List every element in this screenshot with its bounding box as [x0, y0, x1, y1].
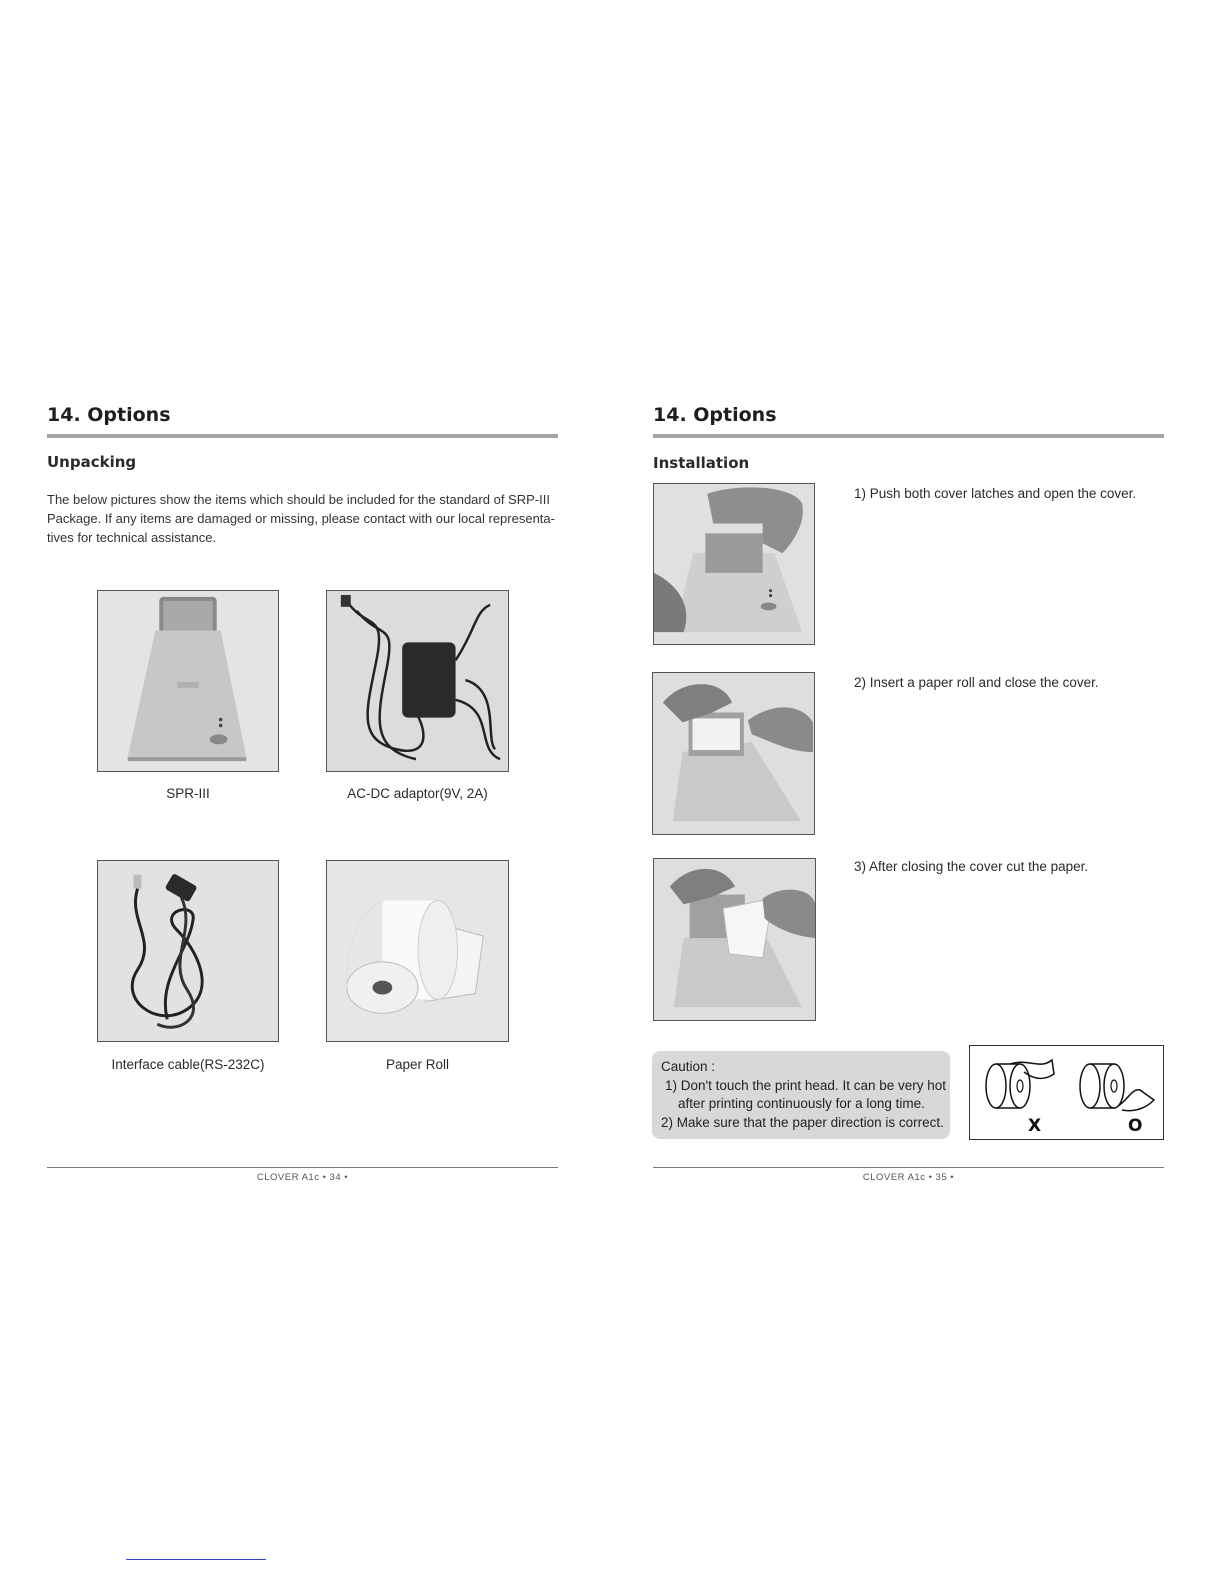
right-title-rule — [653, 434, 1164, 438]
insert-roll-photo — [652, 672, 815, 835]
caution-line-1: 1) Don't touch the print head. It can be very hot — [665, 1077, 946, 1093]
wrong-mark: X — [1028, 1116, 1042, 1136]
caution-line-3: 2) Make sure that the paper direction is correct. — [661, 1114, 944, 1130]
open-cover-photo — [653, 483, 815, 645]
item-label-paper-roll: Paper Roll — [385, 1057, 450, 1072]
cut-paper-photo — [653, 858, 816, 1021]
intro-line: Package. If any items are damaged or missing, please contact with our local representa- — [47, 511, 555, 526]
item-label-cable: Interface cable(RS-232C) — [111, 1057, 265, 1072]
unpacking-intro — [47, 490, 562, 547]
installation-heading: Installation — [653, 454, 750, 472]
left-footer-rule — [47, 1167, 558, 1168]
link-underline — [126, 1559, 266, 1560]
install-step-2: 2) Insert a paper roll and close the cover. — [854, 675, 1099, 690]
printer-photo — [97, 590, 279, 772]
caution-heading: Caution : — [661, 1059, 716, 1074]
item-label-adaptor: AC-DC adaptor(9V, 2A) — [347, 786, 488, 801]
caution-box — [652, 1051, 950, 1139]
adaptor-photo — [326, 590, 509, 772]
wrong-direction-roll-icon — [978, 1056, 1058, 1116]
install-step-1: 1) Push both cover latches and open the cover. — [854, 486, 1137, 501]
right-page-title: 14. Options — [653, 404, 777, 426]
install-step-3: 3) After closing the cover cut the paper. — [854, 859, 1089, 874]
left-page-title: 14. Options — [47, 404, 171, 426]
right-mark: O — [1128, 1116, 1143, 1136]
unpacking-heading: Unpacking — [47, 453, 137, 471]
paper-roll-photo — [326, 860, 509, 1042]
paper-direction-diagram — [969, 1045, 1164, 1140]
caution-line-2: after printing continuously for a long time. — [678, 1096, 925, 1111]
right-page-footer: CLOVER A1c • 35 • — [862, 1172, 955, 1183]
left-title-rule — [47, 434, 558, 438]
item-label-printer: SPR-III — [166, 786, 210, 801]
intro-line: The below pictures show the items which should be included for the standard of SRP-III — [47, 492, 550, 507]
right-footer-rule — [653, 1167, 1164, 1168]
left-page-footer: CLOVER A1c • 34 • — [256, 1172, 349, 1183]
correct-direction-roll-icon — [1072, 1056, 1158, 1116]
cable-photo — [97, 860, 279, 1042]
intro-line: tives for technical assistance. — [47, 530, 217, 545]
